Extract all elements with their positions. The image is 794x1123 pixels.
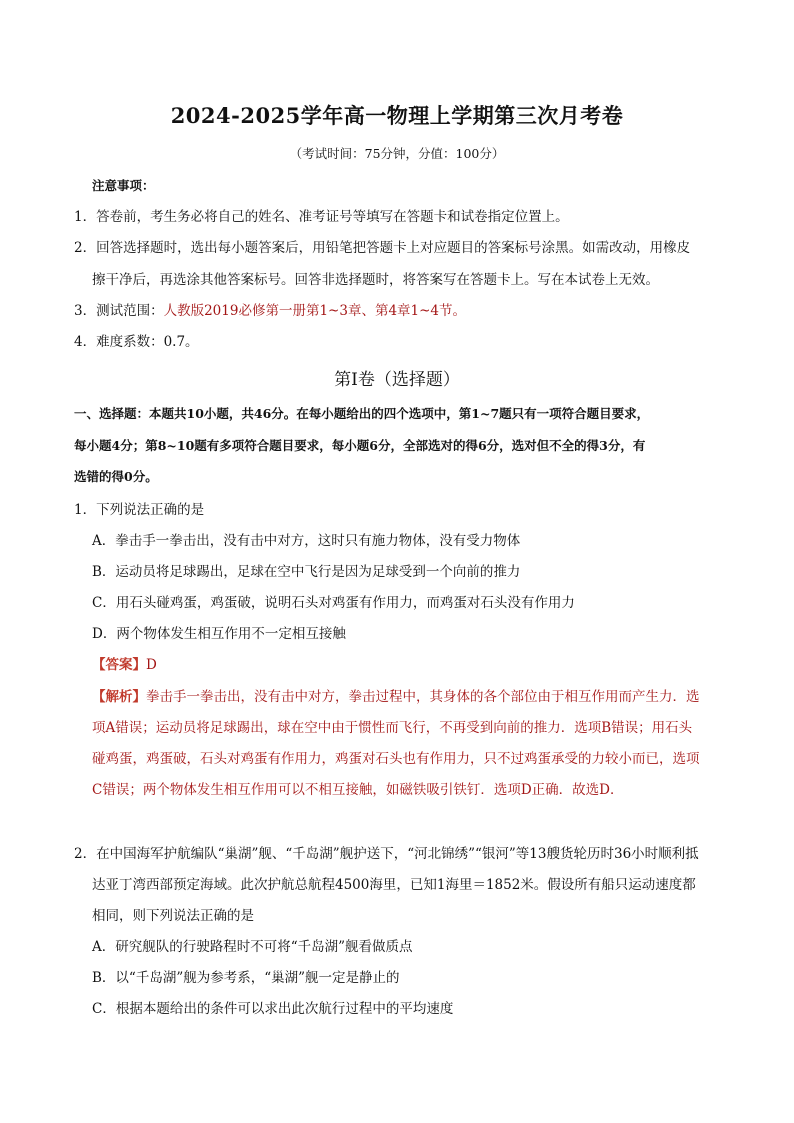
instructions-line-2: 每小题4分；第8~10题有多项符合题目要求，每小题6分，全部选对的得6分，选对但不全的得3分，有 <box>74 438 646 453</box>
q1-answer <box>92 653 157 673</box>
q1-analysis-line-2: 项A错误；运动员将足球踢出，球在空中由于惯性而飞行，不再受到向前的推力．选项B错误；用石头 <box>92 720 693 736</box>
q1-answer-value: D <box>146 657 157 673</box>
q2-option-c: C．根据本题给出的条件可以求出此次航行过程中的平均速度 <box>92 1001 454 1017</box>
q2-stem-line-1: 2．在中国海军护航编队“巢湖”舰、“千岛湖”舰护送下，“河北锦绣”“银河”等13艘货轮历时36小时顺利抵 <box>74 846 699 862</box>
q1-analysis-label: 【解析】 <box>92 689 146 705</box>
q1-stem: 1．下列说法正确的是 <box>74 502 205 518</box>
notice-item-1: 1．答卷前，考生务必将自己的姓名、准考证号等填写在答题卡和试卷指定位置上。 <box>74 209 569 225</box>
q1-analysis-line-3: 碰鸡蛋，鸡蛋破，石头对鸡蛋有作用力，鸡蛋对石头也有作用力，只不过鸡蛋承受的力较小而已，选项 <box>92 751 700 767</box>
notice-item-3-scope: 人教版2019必修第一册第1~3章、第4章1~4节。 <box>163 303 467 319</box>
q2-stem-line-3: 相同，则下列说法正确的是 <box>92 908 254 924</box>
exam-duration-score: （考试时间：75分钟，分值：100分） <box>289 146 505 161</box>
section-title: 第Ⅰ卷（选择题） <box>334 370 460 390</box>
notice-item-4: 4．难度系数：0.7。 <box>74 334 199 350</box>
q2-option-b: B．以“千岛湖”舰为参考系，“巢湖”舰一定是静止的 <box>92 970 400 986</box>
q2-option-a: A．研究舰队的行驶路程时不可将“千岛湖”舰看做质点 <box>92 939 413 955</box>
exam-title: 2024-2025学年高一物理上学期第三次月考卷 <box>170 103 624 128</box>
notice-heading: 注意事项： <box>92 178 155 193</box>
q1-option-d: D．两个物体发生相互作用不一定相互接触 <box>92 626 346 642</box>
q1-option-a: A．拳击手一拳击出，没有击中对方，这时只有施力物体，没有受力物体 <box>92 533 521 549</box>
notice-item-3-prefix: 3．测试范围： <box>74 303 164 319</box>
q1-analysis-text-1: 拳击手一拳击出，没有击中对方，拳击过程中，其身体的各个部位由于相互作用而产生力．选 <box>146 689 700 705</box>
q1-analysis-line-1 <box>92 685 700 705</box>
q1-option-c: C．用石头碰鸡蛋，鸡蛋破，说明石头对鸡蛋有作用力，而鸡蛋对石头没有作用力 <box>92 595 575 611</box>
instructions-line-1: 一、选择题：本题共10小题，共46分。在每小题给出的四个选项中，第1~7题只有一项符合题目要求， <box>74 406 650 421</box>
q2-stem-line-2: 达亚丁湾西部预定海域。此次护航总航程4500海里，已知1海里＝1852米。假设所有船只运动速度都 <box>92 877 696 893</box>
q1-answer-label: 【答案】 <box>92 657 146 673</box>
instructions-line-3: 选错的得0分。 <box>74 469 158 484</box>
notice-item-2-line-1: 2．回答选择题时，选出每小题答案后，用铅笔把答题卡上对应题目的答案标号涂黑。如需改动，用橡皮 <box>74 240 691 256</box>
notice-item-3 <box>74 299 466 319</box>
q1-option-b: B．运动员将足球踢出，足球在空中飞行是因为足球受到一个向前的推力 <box>92 564 521 580</box>
q1-analysis-line-4: C错误；两个物体发生相互作用可以不相互接触，如磁铁吸引铁钉．选项D正确．故选D． <box>92 782 624 798</box>
notice-item-2-line-2: 擦干净后，再选涂其他答案标号。回答非选择题时，将答案写在答题卡上。写在本试卷上无效。 <box>92 272 659 288</box>
